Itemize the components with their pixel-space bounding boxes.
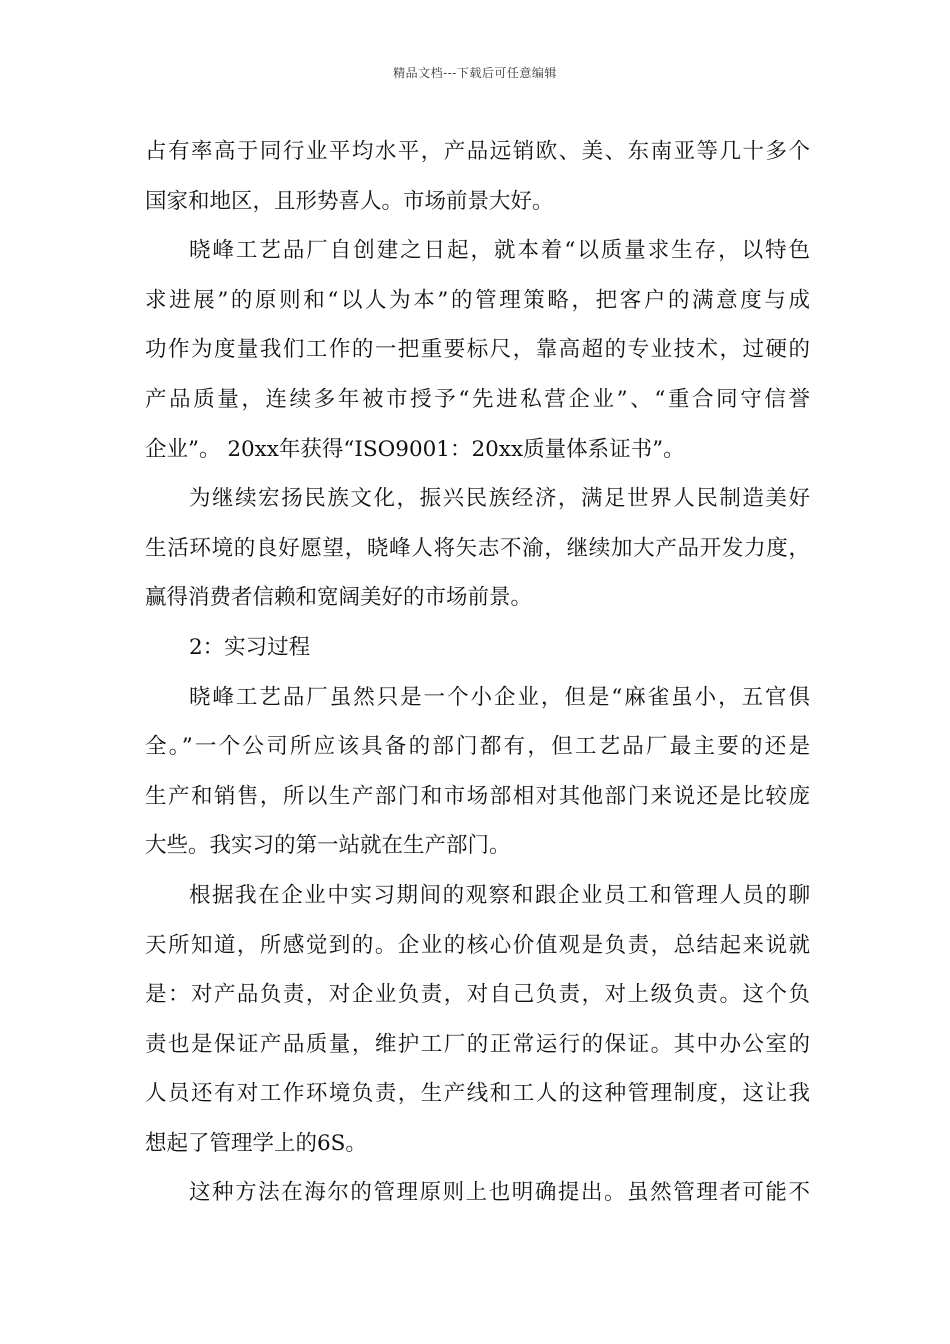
text-line: 这种方法在海尔的管理原则上也明确提出。虽然管理者可能不 xyxy=(189,1180,810,1206)
text-line: 为继续宏扬民族文化，振兴民族经济，满足世界人民制造美好 xyxy=(189,486,810,512)
text-line: 占有率高于同行业平均水平，产品远销欧、美、东南亚等几十多个 xyxy=(145,139,810,164)
page-header: 精品文档---下载后可任意编辑 xyxy=(393,66,557,80)
text-line: 赢得消费者信赖和宽阔美好的市场前景。 xyxy=(145,585,533,611)
text-line: 天所知道，所感觉到的。企业的核心价值观是负责，总结起来说就 xyxy=(145,932,810,958)
text-line: 生产和销售，所以生产部门和市场部相对其他部门来说还是比较庞 xyxy=(145,783,810,809)
text-line: 功作为度量我们工作的一把重要标尺，靠高超的专业技术，过硬的 xyxy=(145,337,810,363)
text-line: 是：对产品负责，对企业负责，对自己负责，对上级负责。这个负 xyxy=(145,982,810,1008)
document-body xyxy=(145,127,810,1218)
text-line: 责也是保证产品质量，维护工厂的正常运行的保证。其中办公室的 xyxy=(145,1031,810,1057)
section-heading: 2：实习过程 xyxy=(189,634,311,660)
text-line: 晓峰工艺品厂自创建之日起，就本着“以质量求生存，以特色 xyxy=(189,238,810,264)
text-line: 产品质量，连续多年被市授予“先进私营企业”、“重合同守信誉 xyxy=(145,386,810,412)
text-line: 求进展”的原则和“以人为本”的管理策略，把客户的满意度与成 xyxy=(145,287,810,313)
text-line: 企业”。 20xx年获得“ISO9001：20xx质量体系证书”。 xyxy=(145,436,685,462)
text-line: 人员还有对工作环境负责，生产线和工人的这种管理制度，这让我 xyxy=(145,1081,810,1107)
text-line: 大些。我实习的第一站就在生产部门。 xyxy=(145,833,511,859)
text-line: 晓峰工艺品厂虽然只是一个小企业，但是“麻雀虽小，五官俱 xyxy=(189,684,810,710)
text-line: 国家和地区，且形势喜人。市场前景大好。 xyxy=(145,188,554,214)
text-line: 全。”一个公司所应该具备的部门都有，但工艺品厂最主要的还是 xyxy=(145,734,810,760)
text-line: 生活环境的良好愿望，晓峰人将矢志不渝，继续加大产品开发力度， xyxy=(145,535,810,561)
text-line: 想起了管理学上的6S。 xyxy=(145,1130,367,1156)
text-line: 根据我在企业中实习期间的观察和跟企业员工和管理人员的聊 xyxy=(189,882,810,908)
